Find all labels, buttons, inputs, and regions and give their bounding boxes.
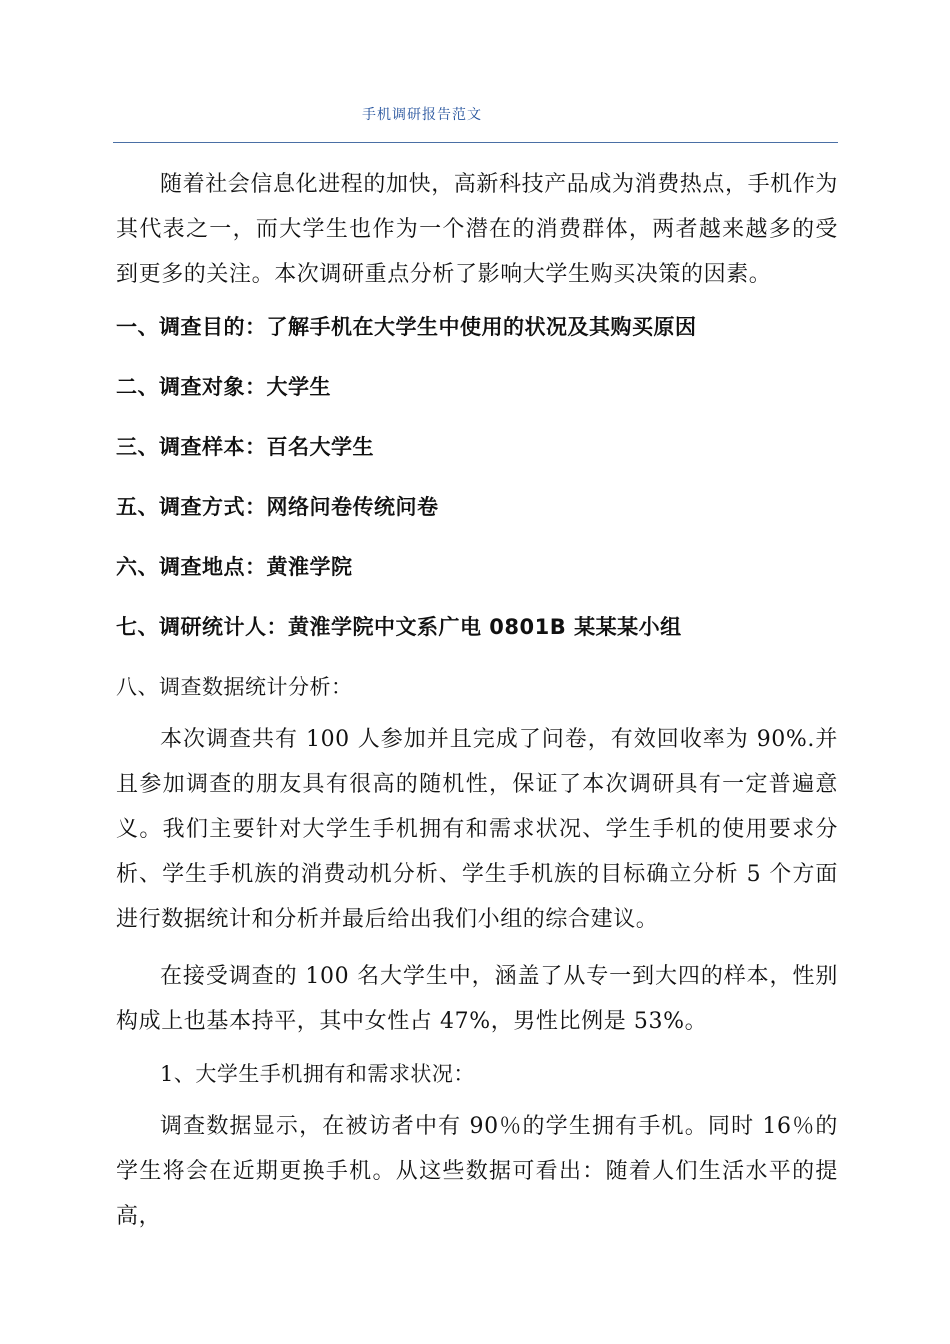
analysis-paragraph-1: 本次调查共有 100 人参加并且完成了问卷，有效回收率为 90%.并且参加调查的朋友具有很高的随机性，保证了本次调研具有一定普遍意义。我们主要针对大学生手机拥有和需求状况、学生手机的使用要求分析、学生手机族的消费动机分析、学生手机族的目标确立分析 5 个方面进行数据统计和分析并最后给出我们小组的综合建议。 [116,727,838,932]
intro-paragraph: 随着社会信息化进程的加快，高新科技产品成为消费热点，手机作为其代表之一，而大学生也作为一个潜在的消费群体，两者越来越多的受到更多的关注。本次调研重点分析了影响大学生购买决策的因素。 [116,172,839,287]
document-body [116,162,838,1251]
section-heading-subjects: 二、调查对象：大学生 [116,375,331,399]
analysis-paragraph-2: 在接受调查的 100 名大学生中，涵盖了从专一到大四的样本，性别构成上也基本持平，其中女性占 47%，男性比例是 53%。 [116,964,838,1034]
header-divider [113,142,838,143]
subsection-heading-ownership: 1、大学生手机拥有和需求状况： [160,1062,475,1086]
section-heading-location: 六、调查地点：黄淮学院 [116,555,353,579]
section-heading-method: 五、调查方式：网络问卷传统问卷 [116,495,439,519]
section-heading-sample: 三、调查样本：百名大学生 [116,435,374,459]
section-heading-purpose: 一、调查目的：了解手机在大学生中使用的状况及其购买原因 [116,315,697,339]
ownership-paragraph: 调查数据显示，在被访者中有 90％的学生拥有手机。同时 16％的学生将会在近期更换手机。从这些数据可看出：随着人们生活水平的提高， [116,1114,838,1229]
section-heading-researchers: 七、调研统计人：黄淮学院中文系广电 0801B 某某某小组 [116,615,682,639]
section-heading-analysis: 八、调查数据统计分析： [116,675,353,699]
page-header-title: 手机调研报告范文 [362,107,482,123]
